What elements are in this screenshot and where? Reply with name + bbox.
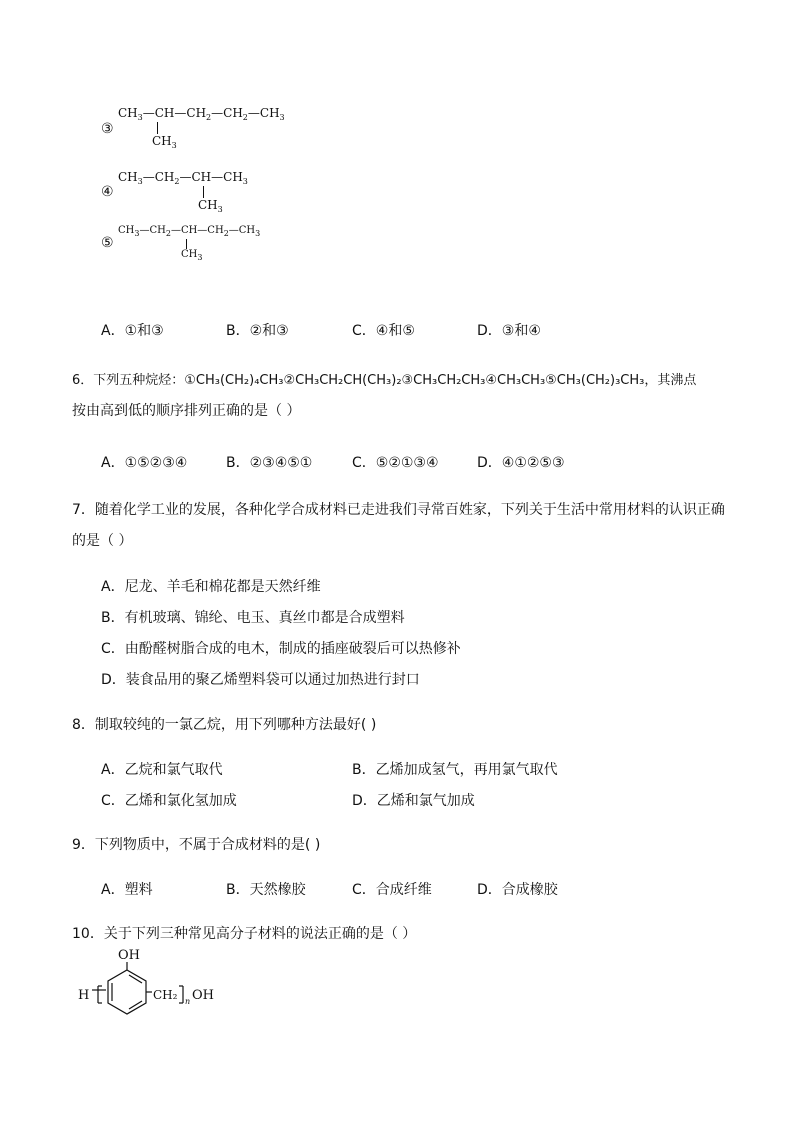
- q7-option-b: B．有机玻璃、锦纶、电玉、真丝巾都是合成塑料: [101, 610, 405, 626]
- q7-stem-line1: 7．随着化学工业的发展，各种化学合成材料已走进我们寻常百姓家，下列关于生活中常用材料的认识正确: [72, 502, 725, 518]
- structure-3-branch: $CH_3$: [152, 134, 177, 150]
- phenolic-resin-structure: [76, 948, 236, 1033]
- structure-label-4: ④: [101, 184, 114, 200]
- q6-option-d: D．④①②⑤③: [477, 455, 565, 471]
- q6-stem-line1: 6．下列五种烷烃：①CH₃(CH₂)₄CH₃②CH₃CH₂CH(CH₃)₂③CH₃CH₂CH₃④CH₃CH₃⑤CH₃(CH₂)₃CH₃，其沸点: [72, 373, 697, 388]
- methylene-label: CH₂: [153, 988, 178, 1002]
- structure-5-bond: [186, 239, 187, 249]
- q6-option-b: B．②③④⑤①: [226, 455, 313, 471]
- structure-label-3: ③: [101, 121, 114, 137]
- q8-option-d: D．乙烯和氯气加成: [352, 793, 475, 809]
- structure-4-bond: [203, 186, 204, 198]
- hydrogen-end-label: H: [78, 988, 90, 1003]
- hydroxyl-end-label: OH: [192, 988, 214, 1003]
- q5-option-c: C．④和⑤: [352, 323, 415, 339]
- q8-option-b: B．乙烯加成氢气，再用氯气取代: [352, 762, 558, 778]
- structure-3-bond: [157, 122, 158, 134]
- q9-option-b: B．天然橡胶: [226, 882, 306, 898]
- q9-option-c: C．合成纤维: [352, 882, 432, 898]
- q10-stem: 10．关于下列三种常见高分子材料的说法正确的是（ ）: [72, 926, 417, 942]
- q6-option-a: A．①⑤②③④: [101, 455, 188, 471]
- q8-option-a: A．乙烷和氯气取代: [101, 762, 223, 778]
- q6-option-c: C．⑤②①③④: [352, 455, 439, 471]
- structure-4-branch: $CH_3$: [198, 198, 223, 214]
- q9-option-d: D．合成橡胶: [477, 882, 558, 898]
- q9-option-a: A．塑料: [101, 882, 153, 898]
- q7-option-a: A．尼龙、羊毛和棉花都是天然纤维: [101, 579, 321, 595]
- q7-option-d: D．装食品用的聚乙烯塑料袋可以通过加热进行封口: [101, 672, 420, 688]
- q5-option-b: B．②和③: [226, 323, 289, 339]
- q6-stem-line2: 按由高到低的顺序排列正确的是（ ）: [72, 403, 301, 419]
- q7-option-c: C．由酚醛树脂合成的电木，制成的插座破裂后可以热修补: [101, 641, 461, 657]
- structure-3-main-chain: $CH_3—CH—CH_2—CH_2—CH_3$: [118, 106, 285, 122]
- structure-label-5: ⑤: [101, 235, 114, 251]
- q8-option-c: C．乙烯和氯化氢加成: [101, 793, 237, 809]
- hydroxyl-top-label: OH: [118, 948, 140, 963]
- structure-5-main-chain: $CH_3—CH_2—CH—CH_2—CH_3$: [118, 225, 261, 238]
- structure-5-branch: $CH_3$: [181, 249, 203, 262]
- q9-stem: 9．下列物质中，不属于合成材料的是( ): [72, 837, 321, 853]
- q5-option-a: A．①和③: [101, 323, 164, 339]
- q7-stem-line2: 的是（ ）: [72, 533, 133, 549]
- structure-4-main-chain: $CH_3—CH_2—CH—CH_3$: [118, 170, 248, 186]
- repeat-count-label: n: [185, 997, 191, 1006]
- q5-option-d: D．③和④: [477, 323, 541, 339]
- q8-stem: 8．制取较纯的一氯乙烷，用下列哪种方法最好( ): [72, 717, 377, 733]
